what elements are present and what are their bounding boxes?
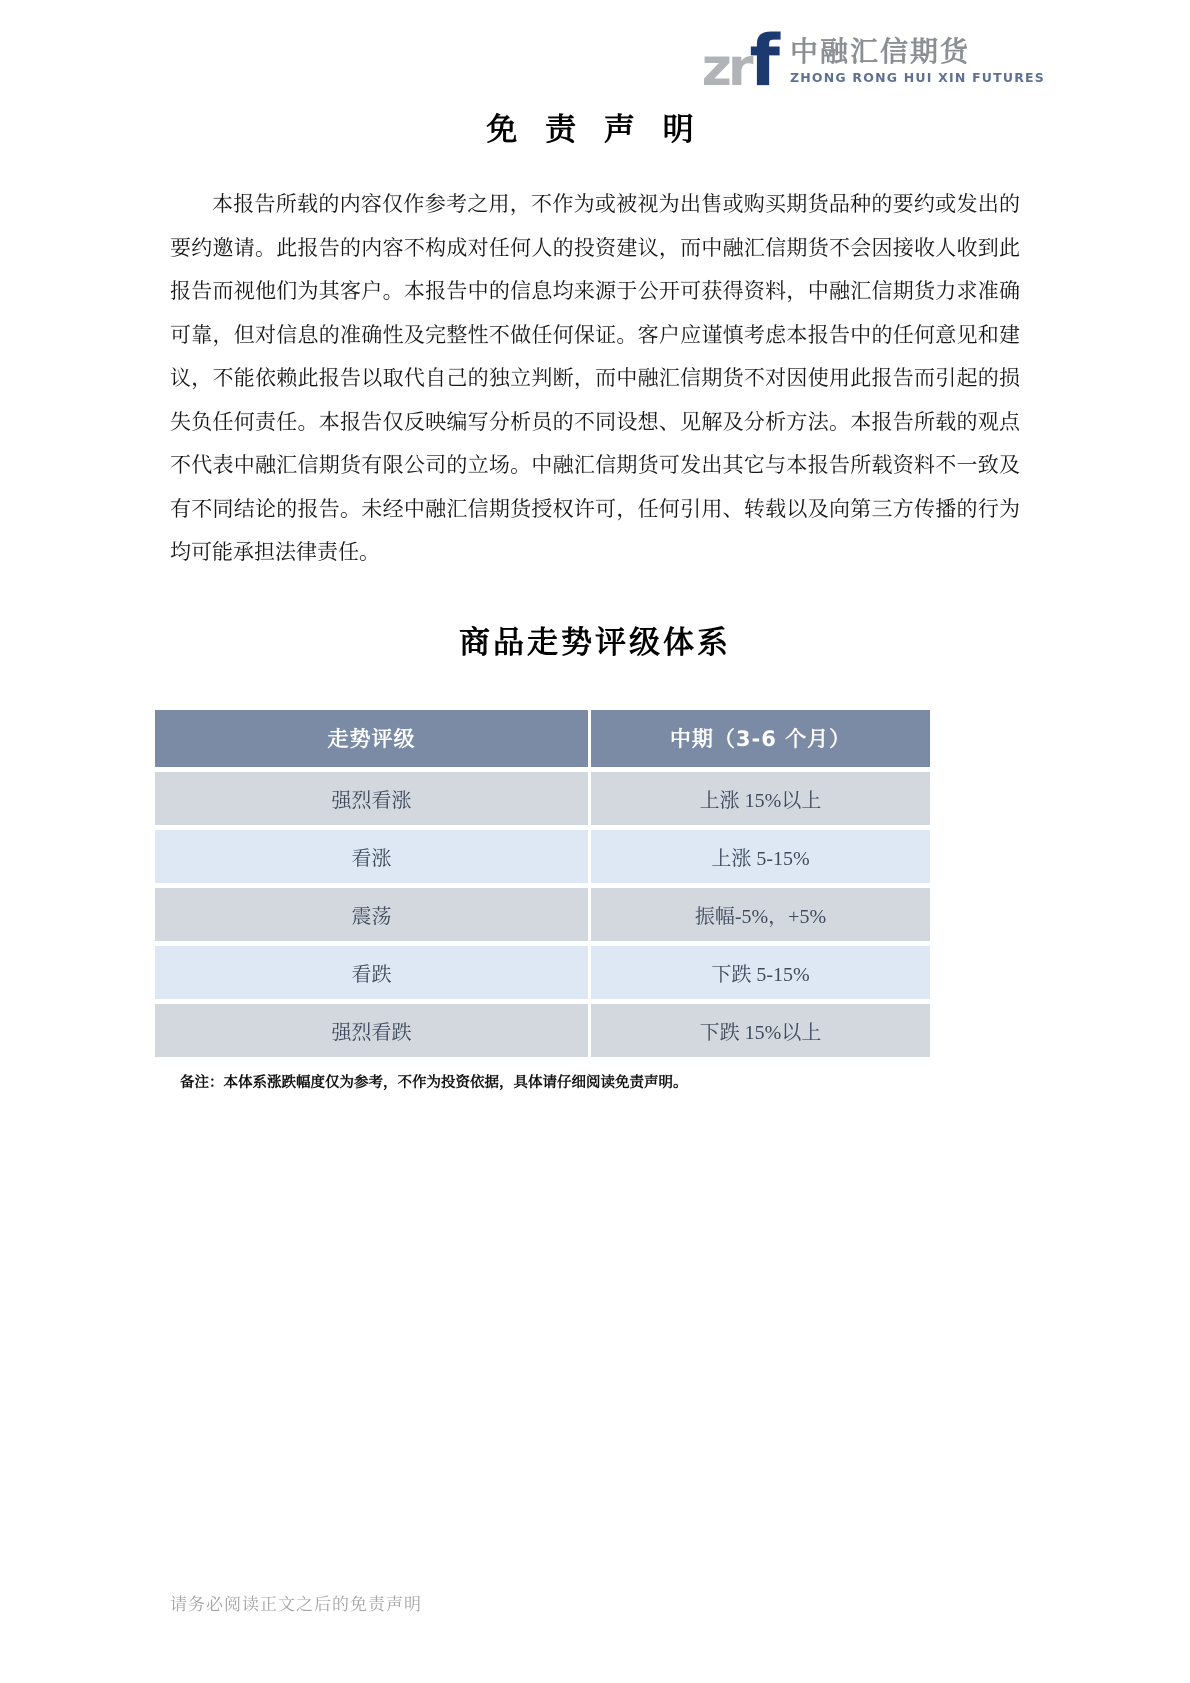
range-cell: 下跌 15%以上 <box>591 1004 930 1057</box>
rating-table-header-row <box>155 710 930 767</box>
rating-table <box>155 710 930 1057</box>
disclaimer-body: 本报告所载的内容仅作参考之用，不作为或被视为出售或购买期货品种的要约或发出的要约邀请。此报告的内容不构成对任何人的投资建议，而中融汇信期货不会因接收人收到此报告而视他们为其客户。本报告中的信息均来源于公开可获得资料，中融汇信期货力求准确可靠，但对信息的准确性及完整性不做任何保证。客户应谨慎考虑本报告中的任何意见和建议，不能依赖此报告以取代自己的独立判断，而中融汇信期货不对因使用此报告而引起的损失负任何责任。本报告仅反映编写分析员的不同设想、见解及分析方法。本报告所载的观点不代表中融汇信期货有限公司的立场。中融汇信期货可发出其它与本报告所载资料不一致及有不同结论的报告。未经中融汇信期货授权许可，任何引用、转载以及向第三方传播的行为均可能承担法律责任。 <box>170 192 1020 564</box>
rating-cell: 强烈看涨 <box>155 772 588 825</box>
disclaimer-title: 免 责 声 明 <box>486 112 704 147</box>
table-row <box>155 772 930 825</box>
logo-mark-zr: zr <box>701 38 750 98</box>
rating-table-note: 备注：本体系涨跌幅度仅为参考，不作为投资依据，具体请仔细阅读免责声明。 <box>180 1074 688 1091</box>
logo-text <box>790 34 1045 86</box>
rating-cell: 震荡 <box>155 888 588 941</box>
table-row <box>155 946 930 999</box>
range-cell: 下跌 5-15% <box>591 946 930 999</box>
company-name-cn: 中融汇信期货 <box>790 34 971 68</box>
rating-table-body <box>155 772 930 1057</box>
page-footer-disclaimer: 请务必阅读正文之后的免责声明 <box>170 1595 422 1614</box>
table-row <box>155 1004 930 1057</box>
company-name-en: ZHONG RONG HUI XIN FUTURES <box>790 70 1045 86</box>
rating-cell: 强烈看跌 <box>155 1004 588 1057</box>
range-cell: 上涨 5-15% <box>591 830 930 883</box>
logo-mark-f: f <box>749 20 776 102</box>
header-midterm-column: 中期（3-6 个月） <box>591 710 930 767</box>
rating-cell: 看涨 <box>155 830 588 883</box>
header-rating-column: 走势评级 <box>155 710 588 767</box>
rating-system-title: 商品走势评级体系 <box>459 624 731 661</box>
table-row <box>155 830 930 883</box>
zrf-logo-icon <box>701 20 776 102</box>
table-row <box>155 888 930 941</box>
rating-cell: 看跌 <box>155 946 588 999</box>
range-cell: 振幅-5%，+5% <box>591 888 930 941</box>
range-cell: 上涨 15%以上 <box>591 772 930 825</box>
company-logo <box>701 20 1045 102</box>
